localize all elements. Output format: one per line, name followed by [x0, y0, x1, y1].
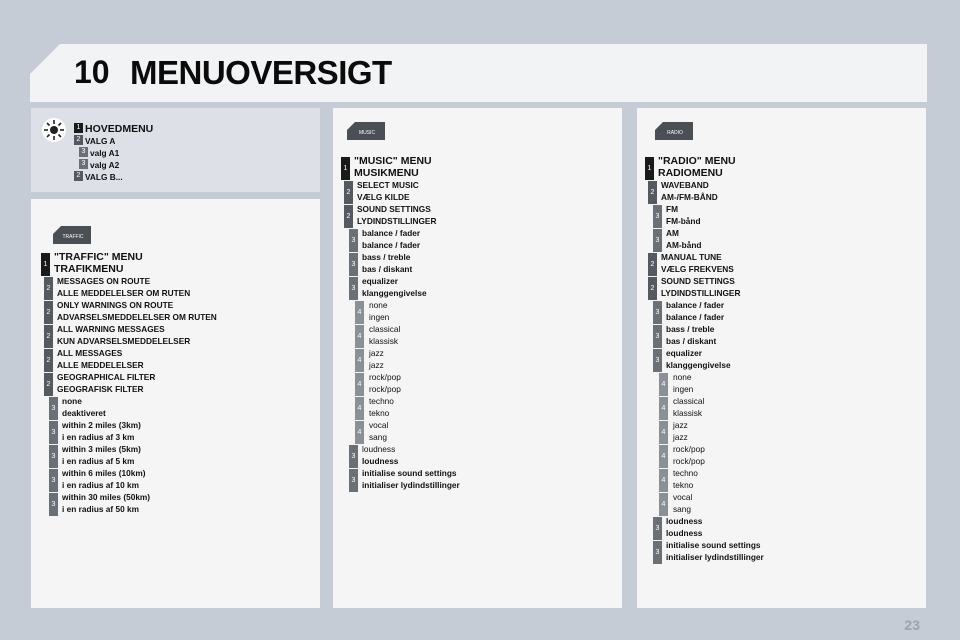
label-danish: LYDINDSTILLINGER: [357, 216, 437, 226]
item-label: [673, 491, 692, 515]
level-badge: 2: [44, 349, 53, 372]
level-badge: 1: [645, 157, 654, 180]
item-label: [362, 275, 427, 299]
label-english: "TRAFFIC" MENU: [54, 251, 143, 263]
level-badge: 1: [74, 123, 83, 133]
label-danish: klanggengivelse: [666, 360, 731, 370]
item-label: [666, 203, 701, 227]
traffic-icon-label: TRAFFIC: [62, 234, 84, 240]
label-english: balance / fader: [362, 228, 421, 238]
label-english: vocal: [673, 492, 693, 502]
label-danish: rock/pop: [369, 384, 401, 394]
label-danish: bas / diskant: [666, 336, 717, 346]
label-english: loudness: [362, 444, 396, 454]
level-badge: 2: [44, 301, 53, 324]
item-label: [362, 251, 412, 275]
chapter-number: 10: [74, 54, 110, 90]
level-badge: 3: [49, 445, 58, 468]
level-badge: 3: [349, 253, 358, 276]
label-danish: sang: [369, 432, 387, 442]
item-label: [369, 323, 400, 347]
item-label: [661, 251, 734, 275]
item-label: [661, 275, 740, 299]
item-label: [658, 155, 736, 179]
item-label: [57, 347, 144, 371]
level-badge: 3: [653, 325, 662, 348]
item-label: [666, 227, 702, 251]
label-danish: deaktiveret: [62, 408, 106, 418]
label-danish: TRAFIKMENU: [54, 263, 124, 275]
label-english: WAVEBAND: [661, 180, 709, 190]
label-danish: VÆLG KILDE: [357, 192, 410, 202]
item-label: [85, 171, 123, 183]
label-english: vocal: [369, 420, 389, 430]
level-badge: 2: [74, 171, 83, 181]
label-danish: tekno: [673, 480, 694, 490]
music-button-icon: [347, 121, 385, 141]
label-english: GEOGRAPHICAL FILTER: [57, 372, 156, 382]
level-badge: 1: [41, 253, 50, 276]
label-english: bass / treble: [666, 324, 715, 334]
label-english: jazz: [369, 348, 384, 358]
label-danish: tekno: [369, 408, 390, 418]
label-danish: i en radius af 5 km: [62, 456, 135, 466]
label-danish: AM-/FM-BÅND: [661, 192, 718, 202]
item-label: [85, 135, 115, 147]
label-danish: klassisk: [369, 336, 399, 346]
item-label: [90, 147, 119, 159]
label-danish: klanggengivelse: [362, 288, 427, 298]
label-danish: sang: [673, 504, 691, 514]
level-badge: 4: [355, 397, 364, 420]
label-english: ALL WARNING MESSAGES: [57, 324, 165, 334]
label-danish: RADIOMENU: [658, 167, 723, 179]
level-badge: 2: [648, 253, 657, 276]
label-english: SOUND SETTINGS: [357, 204, 431, 214]
page-title: MENUOVERSIGT: [130, 54, 392, 91]
label-english: none: [673, 372, 692, 382]
level-badge: 2: [44, 325, 53, 348]
item-label: [666, 323, 716, 347]
level-badge: 3: [79, 159, 88, 169]
level-badge: 4: [659, 493, 668, 516]
label-danish: i en radius af 50 km: [62, 504, 140, 514]
item-label: [85, 123, 153, 135]
label-english: HOVEDMENU: [85, 123, 154, 135]
item-label: [362, 227, 420, 251]
label-english: valg A2: [90, 160, 120, 170]
label-english: SOUND SETTINGS: [661, 276, 735, 286]
level-badge: 2: [648, 277, 657, 300]
label-english: initialise sound settings: [666, 540, 761, 550]
label-danish: bas / diskant: [362, 264, 413, 274]
radio-menu-panel: [637, 108, 926, 608]
label-danish: rock/pop: [673, 456, 705, 466]
label-danish: balance / fader: [362, 240, 421, 250]
label-english: MANUAL TUNE: [661, 252, 722, 262]
level-badge: 3: [653, 229, 662, 252]
level-badge: 4: [355, 301, 364, 324]
level-badge: 3: [49, 469, 58, 492]
label-danish: LYDINDSTILLINGER: [661, 288, 741, 298]
label-english: SELECT MUSIC: [357, 180, 419, 190]
label-english: ALL MESSAGES: [57, 348, 123, 358]
label-english: equalizer: [666, 348, 702, 358]
item-label: [369, 299, 389, 323]
level-badge: 3: [653, 349, 662, 372]
item-label: [673, 443, 705, 467]
label-english: MESSAGES ON ROUTE: [57, 276, 151, 286]
item-label: [666, 539, 764, 563]
label-danish: AM-bånd: [666, 240, 702, 250]
label-english: bass / treble: [362, 252, 411, 262]
label-danish: ingen: [369, 312, 390, 322]
label-english: VALG A: [85, 136, 116, 146]
level-badge: 2: [44, 373, 53, 396]
item-label: [666, 515, 702, 539]
level-badge: 4: [659, 373, 668, 396]
level-badge: 4: [355, 373, 364, 396]
item-label: [362, 467, 460, 491]
level-badge: 4: [355, 349, 364, 372]
music-menu-panel: [333, 108, 622, 608]
level-badge: 3: [349, 277, 358, 300]
label-english: classical: [369, 324, 401, 334]
level-badge: 3: [49, 493, 58, 516]
item-label: [673, 467, 698, 491]
level-badge: 2: [44, 277, 53, 300]
level-badge: 2: [74, 135, 83, 145]
level-badge: 3: [349, 445, 358, 468]
page-number: 23: [904, 617, 920, 633]
label-danish: i en radius af 3 km: [62, 432, 135, 442]
label-danish: i en radius af 10 km: [62, 480, 140, 490]
level-badge: 3: [653, 541, 662, 564]
label-danish: initialiser lydindstillinger: [362, 480, 460, 490]
level-badge: 2: [648, 181, 657, 204]
label-danish: ingen: [673, 384, 694, 394]
label-english: initialise sound settings: [362, 468, 457, 478]
item-label: [57, 371, 155, 395]
main-menu-panel: [31, 108, 320, 192]
label-english: none: [369, 300, 388, 310]
item-label: [369, 419, 388, 443]
level-badge: 3: [349, 229, 358, 252]
radio-icon-label: RADIO: [667, 130, 683, 136]
item-label: [57, 299, 217, 323]
item-label: [362, 443, 398, 467]
label-danish: FM-bånd: [666, 216, 701, 226]
level-badge: 3: [49, 421, 58, 444]
level-badge: 4: [355, 421, 364, 444]
label-english: VALG B...: [85, 172, 123, 182]
label-english: AM: [666, 228, 679, 238]
item-label: [62, 467, 145, 491]
label-english: within 3 miles (5km): [62, 444, 141, 454]
item-label: [357, 179, 419, 203]
traffic-menu-panel: [31, 199, 320, 608]
label-danish: ALLE MEDDELELSER OM RUTEN: [57, 288, 191, 298]
label-english: techno: [673, 468, 698, 478]
item-label: [357, 203, 436, 227]
item-label: [666, 299, 724, 323]
item-label: [354, 155, 432, 179]
item-label: [57, 323, 190, 347]
label-english: "MUSIC" MENU: [354, 155, 432, 167]
level-badge: 3: [653, 205, 662, 228]
level-badge: 2: [344, 181, 353, 204]
label-danish: initialiser lydindstillinger: [666, 552, 764, 562]
label-english: jazz: [673, 420, 688, 430]
label-danish: ADVARSELSMEDDELELSER OM RUTEN: [57, 312, 217, 322]
level-badge: 4: [659, 397, 668, 420]
label-english: techno: [369, 396, 394, 406]
item-label: [62, 491, 150, 515]
item-label: [666, 347, 731, 371]
level-badge: 3: [49, 397, 58, 420]
level-badge: 2: [344, 205, 353, 228]
level-badge: 4: [659, 469, 668, 492]
item-label: [661, 179, 718, 203]
level-badge: 3: [349, 469, 358, 492]
label-english: rock/pop: [369, 372, 401, 382]
label-danish: KUN ADVARSELSMEDDELELSER: [57, 336, 191, 346]
item-label: [673, 395, 704, 419]
label-danish: MUSIKMENU: [354, 167, 419, 179]
item-label: [369, 371, 401, 395]
music-icon-label: MUSIC: [358, 130, 376, 136]
label-english: loudness: [666, 516, 703, 526]
label-danish: balance / fader: [666, 312, 725, 322]
radio-button-icon: [655, 121, 693, 141]
level-badge: 3: [79, 147, 88, 157]
level-badge: 4: [659, 445, 668, 468]
label-english: "RADIO" MENU: [658, 155, 736, 167]
item-label: [62, 419, 141, 443]
label-english: rock/pop: [673, 444, 705, 454]
traffic-button-icon: [53, 225, 91, 245]
level-badge: 3: [653, 517, 662, 540]
item-label: [62, 395, 106, 419]
item-label: [673, 371, 693, 395]
label-danish: VÆLG FREKVENS: [661, 264, 734, 274]
label-danish: klassisk: [673, 408, 703, 418]
label-danish: jazz: [369, 360, 384, 370]
label-english: within 6 miles (10km): [62, 468, 146, 478]
label-english: valg A1: [90, 148, 120, 158]
label-danish: ALLE MEDDELELSER: [57, 360, 144, 370]
level-badge: 4: [355, 325, 364, 348]
item-label: [54, 251, 143, 275]
level-badge: 1: [341, 157, 350, 180]
label-english: balance / fader: [666, 300, 725, 310]
label-danish: GEOGRAFISK FILTER: [57, 384, 144, 394]
label-english: equalizer: [362, 276, 398, 286]
label-danish: loudness: [362, 456, 399, 466]
item-label: [62, 443, 141, 467]
item-label: [90, 159, 119, 171]
label-english: FM: [666, 204, 678, 214]
level-badge: 4: [659, 421, 668, 444]
label-english: ONLY WARNINGS ON ROUTE: [57, 300, 174, 310]
level-badge: 3: [653, 301, 662, 324]
label-english: classical: [673, 396, 705, 406]
label-danish: loudness: [666, 528, 703, 538]
label-danish: jazz: [673, 432, 688, 442]
label-english: none: [62, 396, 82, 406]
label-english: within 2 miles (3km): [62, 420, 141, 430]
light-sun-icon: [41, 117, 67, 143]
item-label: [57, 275, 190, 299]
label-english: within 30 miles (50km): [62, 492, 151, 502]
item-label: [369, 395, 394, 419]
item-label: [673, 419, 688, 443]
item-label: [369, 347, 384, 371]
